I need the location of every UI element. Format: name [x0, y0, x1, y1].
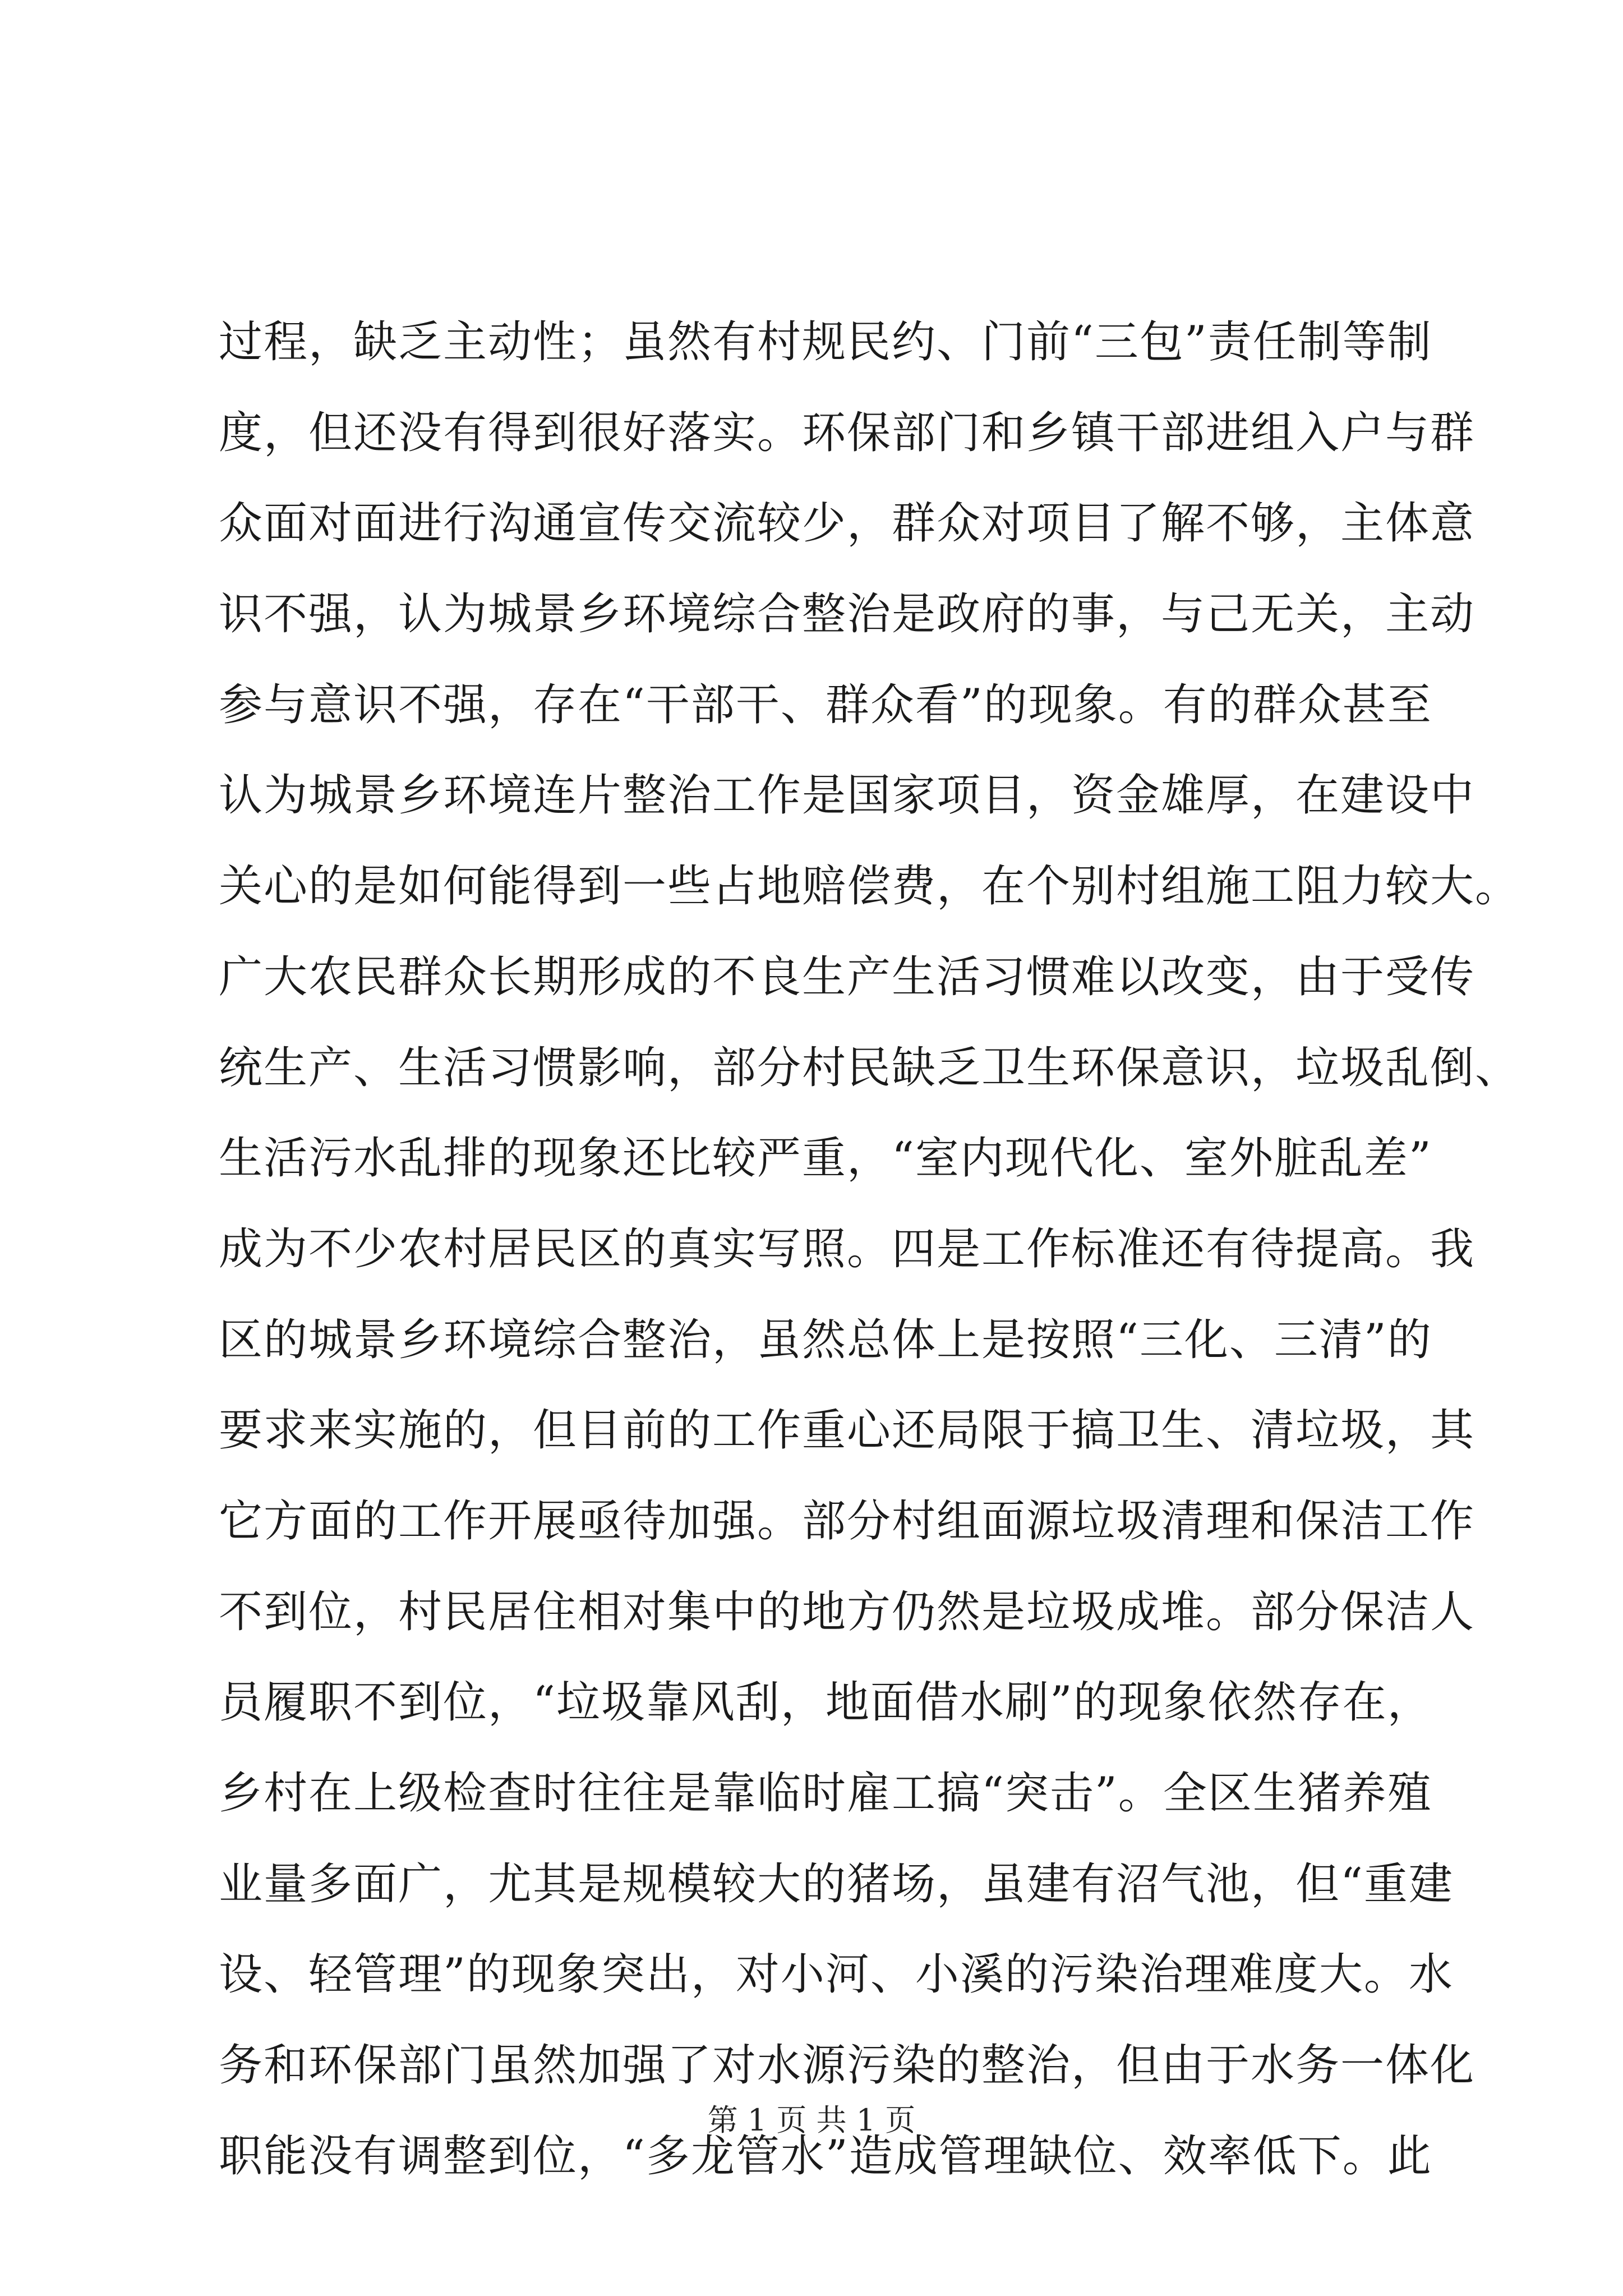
text-line-5: 参与意识不强，存在“干部干、群众看”的现象。有的群众甚至	[219, 679, 1432, 730]
body-text	[219, 297, 1520, 2202]
text-line-10: 生活污水乱排的现象还比较严重，“室内现代化、室外脏乱差”	[219, 1133, 1432, 1184]
text-line-2: 度，但还没有得到很好落实。环保部门和乡镇干部进组入户与群	[219, 407, 1476, 458]
text-line-15: 不到位，村民居住相对集中的地方仍然是垃圾成堆。部分保洁人	[219, 1586, 1476, 1637]
page-footer	[0, 2101, 1623, 2140]
text-line-14: 它方面的工作开展亟待加强。部分村组面源垃圾清理和保洁工作	[219, 1496, 1476, 1547]
page-number-label: 第 1 页 共 1 页	[707, 2102, 916, 2138]
text-line-11: 成为不少农村居民区的真实写照。四是工作标准还有待提高。我	[219, 1223, 1476, 1274]
text-line-4: 识不强，认为城景乡环境综合整治是政府的事，与己无关，主动	[219, 589, 1476, 640]
text-line-8: 广大农民群众长期形成的不良生产生活习惯难以改变，由于受传	[219, 951, 1476, 1002]
text-line-20: 务和环保部门虽然加强了对水源污染的整治，但由于水务一体化	[219, 2040, 1476, 2091]
text-line-19: 设、轻管理”的现象突出，对小河、小溪的污染治理难度大。水	[219, 1949, 1454, 2000]
text-line-9: 统生产、生活习惯影响，部分村民缺乏卫生环保意识，垃圾乱倒、	[219, 1042, 1520, 1093]
text-line-1: 过程，缺乏主动性；虽然有村规民约、门前“三包”责任制等制	[219, 317, 1432, 367]
text-line-13: 要求来实施的，但目前的工作重心还局限于搞卫生、清垃圾，其	[219, 1405, 1476, 1456]
text-line-21: 职能没有调整到位，“多龙管水”造成管理缺位、效率低下。此	[219, 2131, 1432, 2182]
text-line-6: 认为城景乡环境连片整治工作是国家项目，资金雄厚，在建设中	[219, 770, 1476, 821]
text-line-12: 区的城景乡环境综合整治，虽然总体上是按照“三化、三清”的	[219, 1314, 1432, 1365]
text-line-3: 众面对面进行沟通宣传交流较少，群众对项目了解不够，主体意	[219, 498, 1476, 549]
text-line-17: 乡村在上级检查时往往是靠临时雇工搞“突击”。全区生猪养殖	[219, 1768, 1432, 1819]
text-line-16: 员履职不到位，“垃圾靠风刮，地面借水刷”的现象依然存在，	[219, 1677, 1432, 1728]
text-line-18: 业量多面广，尤其是规模较大的猪场，虽建有沼气池，但“重建	[219, 1858, 1454, 1910]
text-line-7: 关心的是如何能得到一些占地赔偿费，在个别村组施工阻力较大。	[219, 861, 1520, 912]
